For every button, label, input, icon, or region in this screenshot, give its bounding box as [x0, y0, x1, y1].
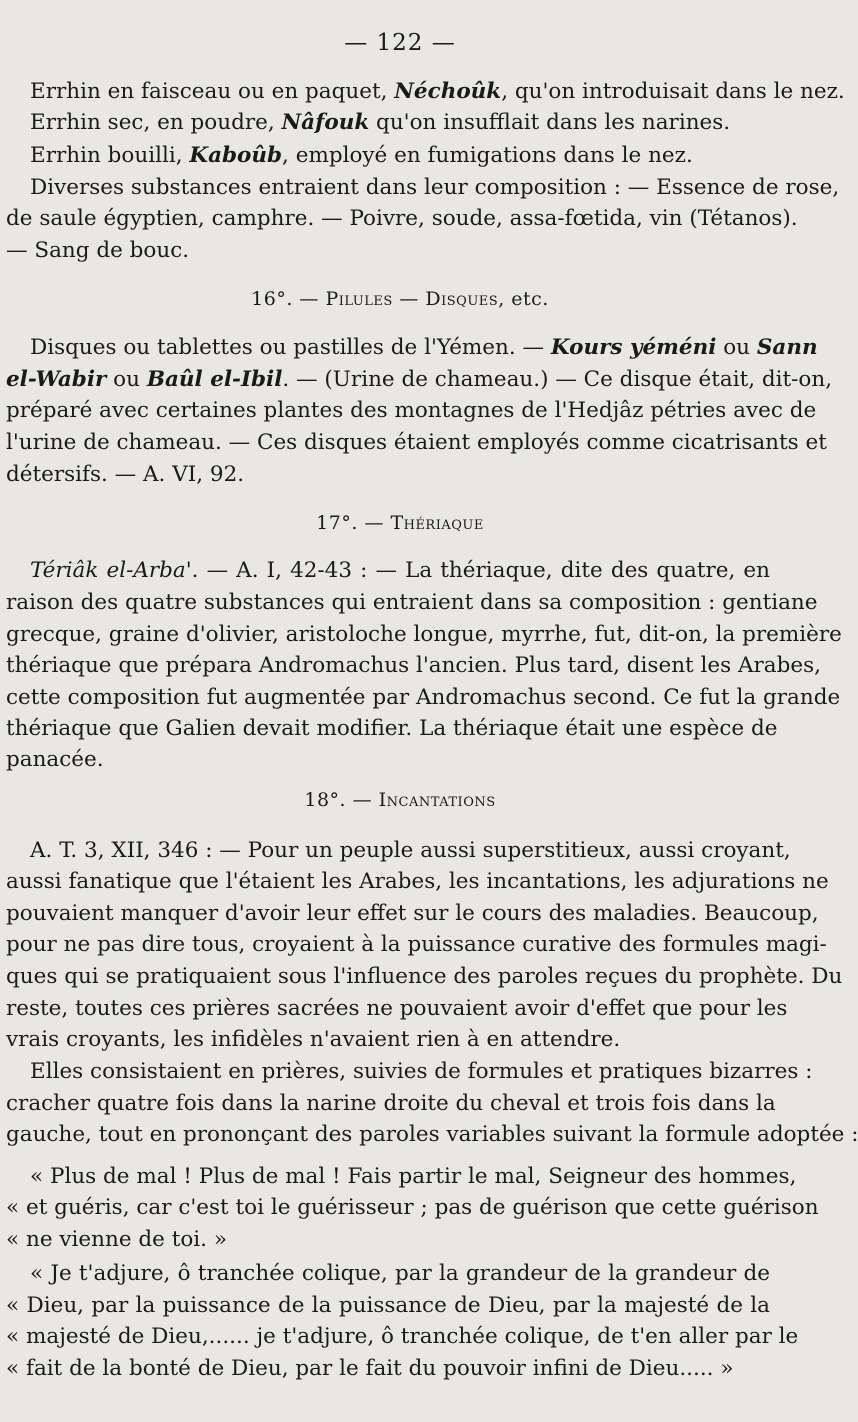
- quote-line: « Je t'adjure, ô tranchée colique, par la grandeur de la grandeur de: [30, 1261, 770, 1286]
- text-line: pour ne pas dire tous, croyaient à la puissance curative des formules magi-: [6, 932, 827, 957]
- text-line: Errhin bouilli, Kaboûb, employé en fumigations dans le nez.: [30, 143, 693, 168]
- section-heading-17: 17°. — Thériaque: [316, 512, 484, 534]
- quote-line: « fait de la bonté de Dieu, par le fait du pouvoir infini de Dieu..... »: [6, 1356, 734, 1381]
- text-line: thériaque que Galien devait modifier. La thériaque était une espèce de: [6, 716, 778, 741]
- text-line: cette composition fut augmentée par Andromachus second. Ce fut la grande: [6, 685, 841, 710]
- text-line: panacée.: [6, 747, 104, 772]
- text-line: l'urine de chameau. — Ces disques étaient employés comme cicatrisants et: [6, 430, 827, 455]
- arabic-term: Baûl el-Ibil: [146, 367, 283, 392]
- text-line: ques qui se pratiquaient sous l'influence des paroles reçues du prophète. Du: [6, 964, 843, 989]
- text-line: raison des quatre substances qui entraient dans sa composition : gentiane: [6, 590, 818, 615]
- text-line: préparé avec certaines plantes des montagnes de l'Hedjâz pétries avec de: [6, 398, 817, 423]
- arabic-term: Nâfouk: [281, 110, 370, 135]
- text-line: grecque, graine d'olivier, aristoloche longue, myrrhe, fut, dit-on, la première: [6, 622, 842, 647]
- arabic-term: el-Wabir: [6, 367, 107, 392]
- quote-line: « majesté de Dieu,...... je t'adjure, ô tranchée colique, de t'en aller par le: [6, 1324, 799, 1349]
- text-line: vrais croyants, les infidèles n'avaient rien à en attendre.: [6, 1027, 621, 1052]
- text-line: — Sang de bouc.: [6, 238, 190, 263]
- text-line: cracher quatre fois dans la narine droite du cheval et trois fois dans la: [6, 1091, 776, 1116]
- arabic-term: Kours yéméni: [550, 335, 717, 360]
- quote-line: « ne vienne de toi. »: [6, 1227, 227, 1252]
- text-line: Diverses substances entraient dans leur composition : — Essence de rose,: [30, 175, 840, 200]
- quote-line: « Plus de mal ! Plus de mal ! Fais partir le mal, Seigneur des hommes,: [30, 1164, 797, 1189]
- text-line: de saule égyptien, camphre. — Poivre, soude, assa-fœtida, vin (Tétanos).: [6, 206, 798, 231]
- section-heading-18: 18°. — Incantations: [304, 789, 496, 811]
- text-line: gauche, tout en prononçant des paroles variables suivant la formule adoptée :: [6, 1122, 858, 1147]
- quote-line: « Dieu, par la puissance de la puissance de Dieu, par la majesté de la: [6, 1293, 770, 1318]
- text-line: Errhin sec, en poudre, Nâfouk qu'on insufflait dans les narines.: [30, 110, 731, 135]
- page-number: — 122 —: [344, 30, 456, 56]
- text-line: détersifs. — A. VI, 92.: [6, 462, 245, 487]
- arabic-term: Kaboûb: [189, 143, 283, 168]
- text-line: Tériâk el-Arba'. — A. I, 42-43 : — La thériaque, dite des quatre, en: [30, 558, 770, 583]
- arabic-term: Tériâk el-Arba': [30, 558, 192, 583]
- text-line: Errhin en faisceau ou en paquet, Néchoûk, qu'on introduisait dans le nez.: [30, 79, 845, 104]
- text-line: aussi fanatique que l'étaient les Arabes, les incantations, les adjurations ne: [6, 869, 829, 894]
- text-line: Elles consistaient en prières, suivies de formules et pratiques bizarres :: [30, 1059, 813, 1084]
- arabic-term: Sann: [756, 335, 818, 360]
- arabic-term: Néchoûk: [394, 79, 502, 104]
- text-line: pouvaient manquer d'avoir leur effet sur le cours des maladies. Beaucoup,: [6, 901, 819, 926]
- text-line: thériaque que prépara Andromachus l'ancien. Plus tard, disent les Arabes,: [6, 653, 821, 678]
- text-line: Disques ou tablettes ou pastilles de l'Yémen. — Kours yéméni ou Sann: [30, 335, 818, 360]
- text-line: el-Wabir ou Baûl el-Ibil. — (Urine de chameau.) — Ce disque était, dit-on,: [6, 367, 833, 392]
- text-line: A. T. 3, XII, 346 : — Pour un peuple aussi superstitieux, aussi croyant,: [30, 838, 791, 863]
- text-line: reste, toutes ces prières sacrées ne pouvaient avoir d'effet que pour les: [6, 996, 788, 1021]
- section-heading-16: 16°. — Pilules — Disques, etc.: [251, 288, 549, 310]
- quote-line: « et guéris, car c'est toi le guérisseur ; pas de guérison que cette guérison: [6, 1195, 819, 1220]
